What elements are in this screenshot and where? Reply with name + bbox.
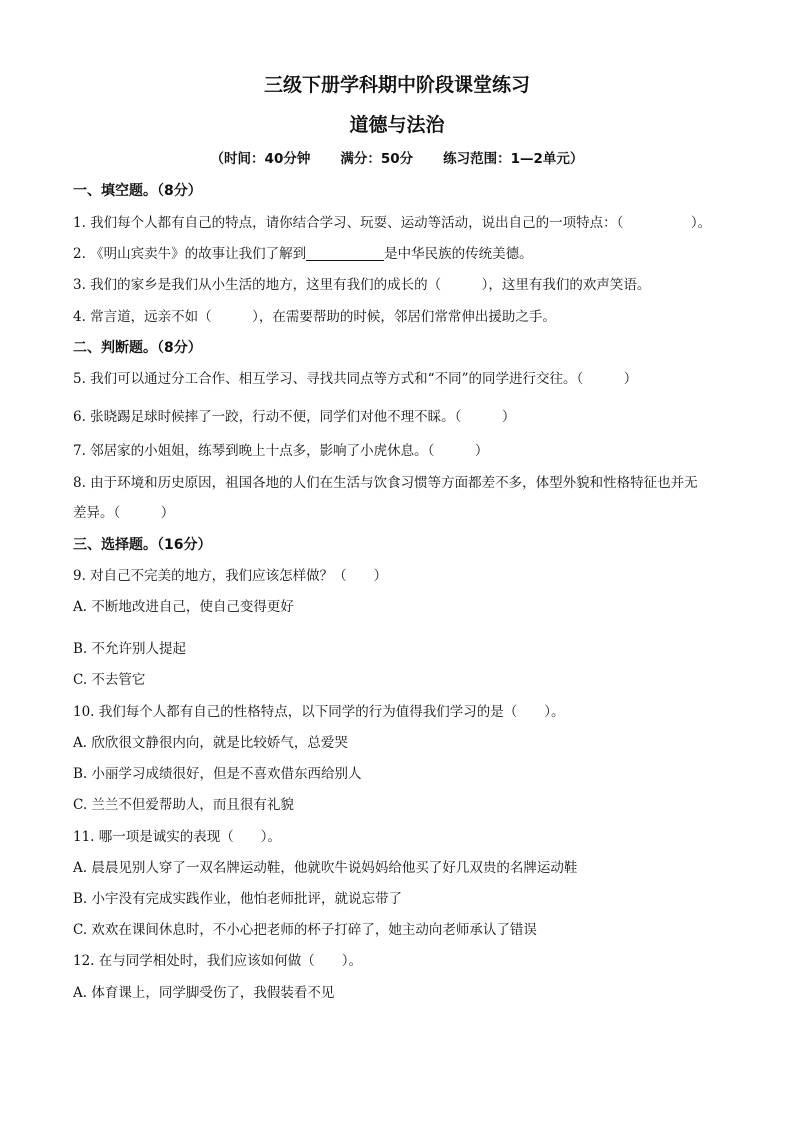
question-9: 9. 对自己不完美的地方，我们应该怎样做？（ ） bbox=[73, 568, 388, 584]
subject-title: 道德与法治 bbox=[349, 114, 445, 136]
question-3: 3. 我们的家乡是我们从小生活的地方，这里有我们的成长的（ ），这里有我们的欢声笑语。 bbox=[73, 277, 651, 293]
exam-range: 练习范围：1—2单元） bbox=[443, 151, 584, 167]
question-9-option-b: B. 不允许别人提起 bbox=[73, 641, 187, 657]
exam-time: （时间：40分钟 bbox=[210, 151, 311, 167]
question-9-option-a: A. 不断地改进自己，使自己变得更好 bbox=[73, 599, 294, 615]
exam-score: 满分：50分 bbox=[340, 151, 414, 167]
question-7: 7. 邻居家的小姐姐，练琴到晚上十点多，影响了小虎休息。（ ） bbox=[73, 443, 489, 459]
question-8-line-1: 8. 由于环境和历史原因，祖国各地的人们在生活与饮食习惯等方面都差不多，体型外貌和性格特征也并无 bbox=[73, 475, 698, 491]
question-12: 12. 在与同学相处时，我们应该如何做（ ）。 bbox=[73, 953, 363, 969]
question-2 bbox=[73, 245, 533, 263]
question-1: 1. 我们每个人都有自己的特点，请你结合学习、玩耍、运动等活动，说出自己的一项特点：（ ）。 bbox=[73, 215, 712, 231]
question-11-option-b: B. 小宇没有完成实践作业，他怕老师批评，就说忘带了 bbox=[73, 891, 403, 907]
question-10-option-c: C. 兰兰不但爱帮助人，而且很有礼貌 bbox=[73, 797, 294, 813]
question-6: 6. 张晓踢足球时候摔了一跤，行动不便，同学们对他不理不睬。（ ） bbox=[73, 409, 516, 425]
question-2-before: 2. 《明山宾卖牛》的故事让我们了解到 bbox=[73, 246, 307, 262]
question-10-option-a: A. 欣欣很文静很内向，就是比较娇气，总爱哭 bbox=[73, 735, 348, 751]
section-heading-choice: 三、选择题。（16分） bbox=[73, 537, 212, 553]
section-heading-judge: 二、判断题。（8分） bbox=[73, 340, 202, 356]
question-11: 11. 哪一项是诚实的表现（ ）。 bbox=[73, 829, 282, 845]
section-heading-fill: 一、填空题。（8分） bbox=[73, 183, 202, 199]
question-4: 4. 常言道，远亲不如（ ），在需要帮助的时候，邻居们常常伸出援助之手。 bbox=[73, 309, 556, 325]
answer-blank bbox=[306, 246, 384, 261]
question-10: 10. 我们每个人都有自己的性格特点，以下同学的行为值得我们学习的是（ ）。 bbox=[73, 704, 565, 720]
question-8-line-2: 差异。（ ） bbox=[73, 505, 175, 521]
question-10-option-b: B. 小丽学习成绩很好，但是不喜欢借东西给别人 bbox=[73, 766, 362, 782]
question-9-option-c: C. 不去管它 bbox=[73, 672, 146, 688]
question-11-option-c: C. 欢欢在课间休息时，不小心把老师的杯子打碎了，她主动向老师承认了错误 bbox=[73, 922, 537, 938]
question-12-option-a: A. 体育课上，同学脚受伤了，我假装看不见 bbox=[73, 985, 335, 1001]
question-11-option-a: A. 晨晨见别人穿了一双名牌运动鞋，他就吹牛说妈妈给他买了好几双贵的名牌运动鞋 bbox=[73, 860, 578, 876]
exam-info bbox=[0, 150, 794, 168]
question-2-after: 是中华民族的传统美德。 bbox=[384, 246, 533, 262]
question-5: 5. 我们可以通过分工合作、相互学习、寻找共同点等方式和“不同”的同学进行交往。（ ） bbox=[73, 371, 638, 387]
exam-title: 三级下册学科期中阶段课堂练习 bbox=[263, 74, 530, 96]
